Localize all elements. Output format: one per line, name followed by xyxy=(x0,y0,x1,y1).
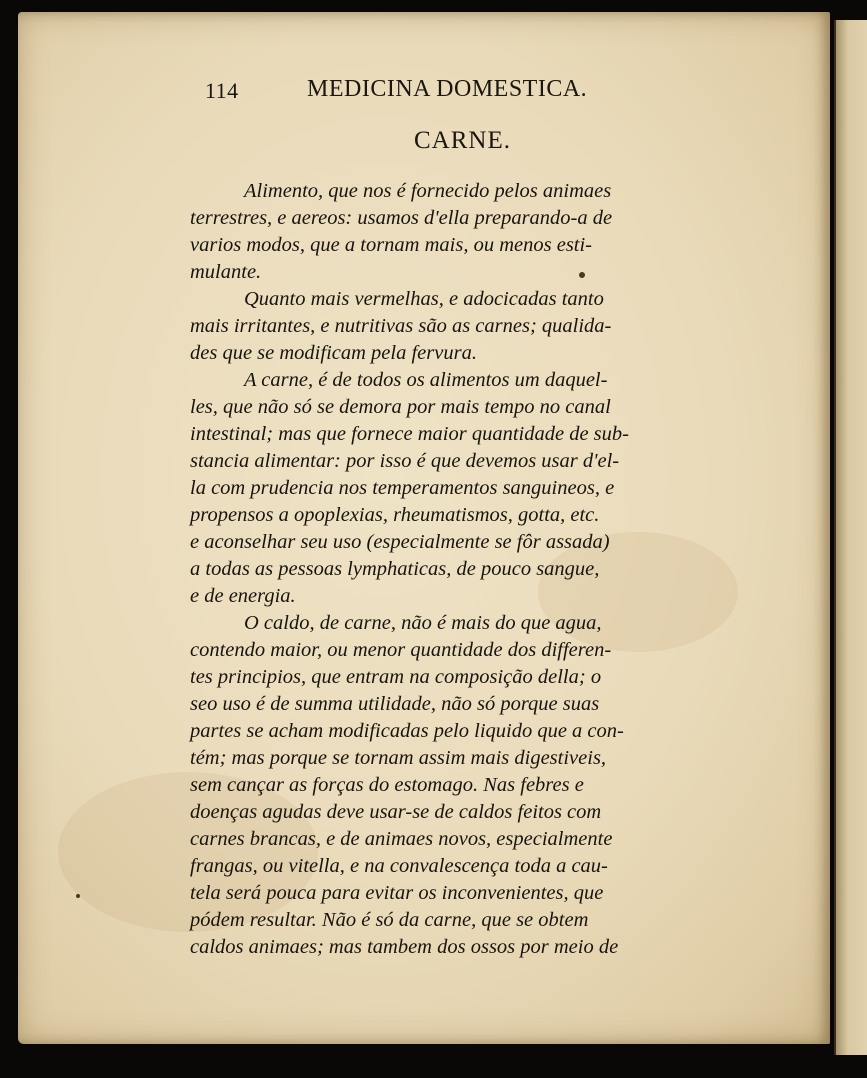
text-line: caldos animaes; mas tambem dos ossos por meio de xyxy=(190,936,619,958)
text-line: stancia alimentar: por isso é que devemos usar d'el- xyxy=(190,450,620,472)
page-number: 114 xyxy=(205,78,239,103)
text-line: frangas, ou vitella, e na convalescença toda a cau- xyxy=(190,855,608,877)
running-title: MEDICINA DOMESTICA. xyxy=(307,76,588,102)
ink-speck xyxy=(579,272,585,278)
text-line: contendo maior, ou menor quantidade dos differen- xyxy=(190,639,612,661)
text-line: tes principios, que entram na composição della; o xyxy=(190,666,602,688)
text-line: sem cançar as forças do estomago. Nas febres e xyxy=(190,774,584,796)
text-line: doenças agudas deve usar-se de caldos feitos com xyxy=(190,801,602,823)
text-line: O caldo, de carne, não é mais do que agua, xyxy=(244,612,602,634)
text-line: mais irritantes, e nutritivas são as carnes; qualida- xyxy=(190,315,612,337)
text-line: a todas as pessoas lymphaticas, de pouco sangue, xyxy=(190,558,600,580)
text-line: la com prudencia nos temperamentos sanguineos, e xyxy=(190,477,615,499)
text-line: les, que não só se demora por mais tempo no canal xyxy=(190,396,611,418)
body-text xyxy=(190,178,755,961)
running-header xyxy=(185,76,655,106)
text-line: varios modos, que a tornam mais, ou menos esti- xyxy=(190,234,593,256)
text-line: seo uso é de summa utilidade, não só porque suas xyxy=(190,693,600,715)
text-line: tela será pouca para evitar os inconvenientes, que xyxy=(190,882,604,904)
section-title: CARNE. xyxy=(414,127,511,154)
text-line: partes se acham modificadas pelo liquido que a con- xyxy=(190,720,624,742)
text-line: mulante. xyxy=(190,261,262,283)
text-line: terrestres, e aereos: usamos d'ella preparando-a de xyxy=(190,207,613,229)
text-line: carnes brancas, e de animaes novos, especialmente xyxy=(190,828,613,850)
text-line: des que se modificam pela fervura. xyxy=(190,342,477,364)
text-line: pódem resultar. Não é só da carne, que se obtem xyxy=(190,909,589,931)
text-line: e de energia. xyxy=(190,585,296,607)
ink-speck xyxy=(76,894,80,898)
text-line: e aconselhar seu uso (especialmente se fôr assada) xyxy=(190,531,610,553)
text-line: Quanto mais vermelhas, e adocicadas tanto xyxy=(244,288,604,310)
text-line: propensos a opoplexias, rheumatismos, gotta, etc. xyxy=(190,504,600,526)
adjacent-page-edge xyxy=(834,20,867,1055)
text-line: tém; mas porque se tornam assim mais digestiveis, xyxy=(190,747,607,769)
text-line: intestinal; mas que fornece maior quantidade de sub- xyxy=(190,423,629,445)
text-line: Alimento, que nos é fornecido pelos animaes xyxy=(244,180,612,202)
text-line: A carne, é de todos os alimentos um daquel- xyxy=(244,369,608,391)
